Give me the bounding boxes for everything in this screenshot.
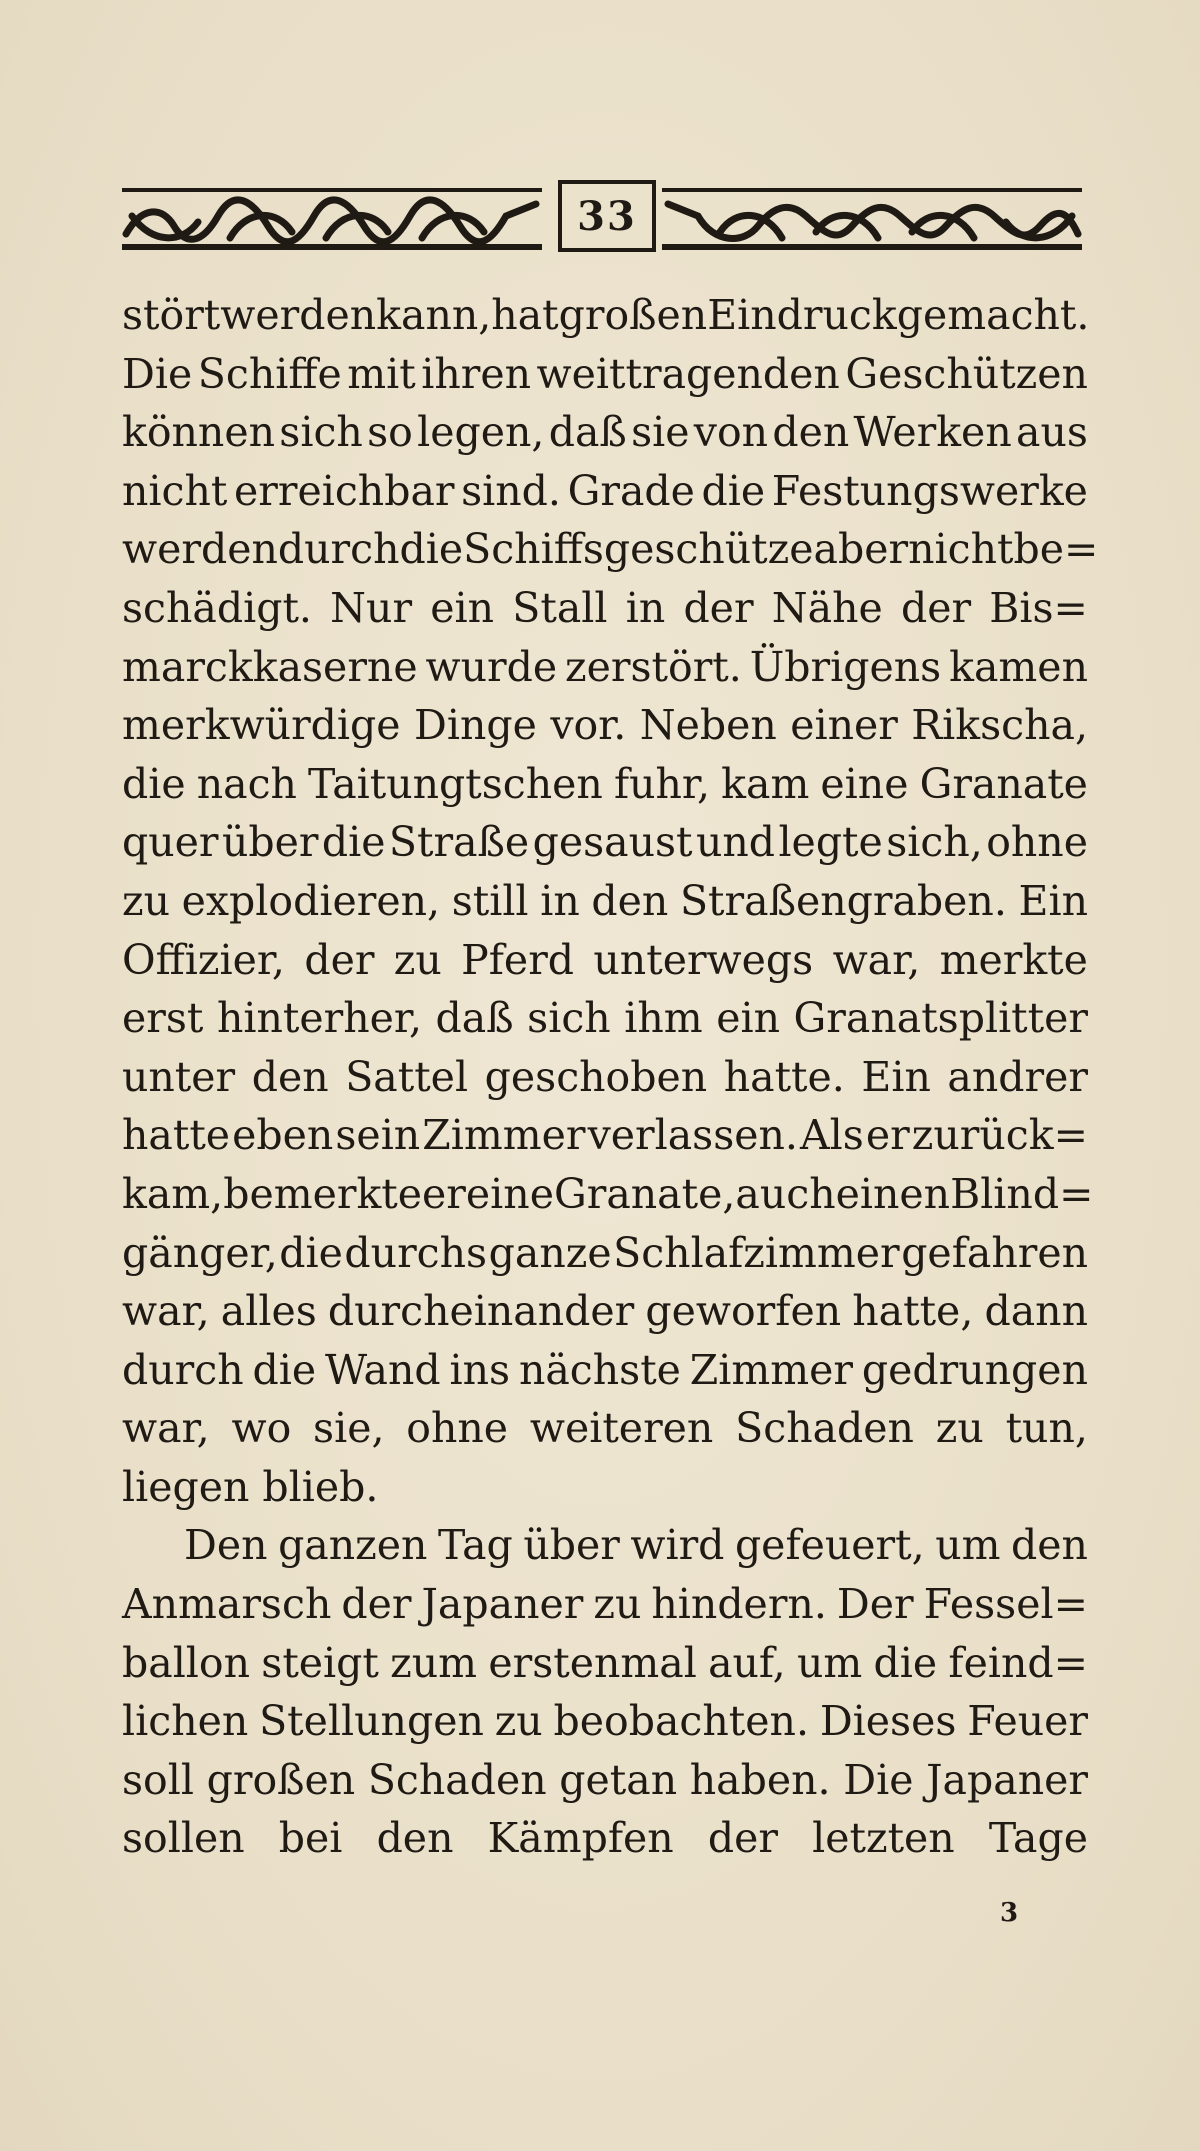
- text-line: ballon steigt zum erstenmal auf, um die feind=: [122, 1638, 1088, 1687]
- text-line: nicht erreichbar sind. Grade die Festungswerke: [122, 466, 1088, 515]
- text-line: soll großen Schaden getan haben. Die Japaner: [122, 1755, 1088, 1804]
- text-line: schädigt. Nur ein Stall in der Nähe der Bis=: [122, 583, 1088, 632]
- text-line: stört werden kann, hat großen Eindruck gemacht.: [122, 291, 1090, 339]
- text-line: können sich so legen, daß sie von den Werken aus: [122, 408, 1088, 457]
- text-line: liegen blieb.: [122, 1462, 379, 1511]
- text-line: die nach Taitungtschen fuhr, kam eine Granate: [122, 759, 1088, 808]
- text-line: Anmarsch der Japaner zu hindern. Der Fessel=: [122, 1580, 1088, 1629]
- text-line: war, wo sie, ohne weiteren Schaden zu tun,: [122, 1404, 1088, 1453]
- text-line: Offizier, der zu Pferd unterwegs war, merkte: [122, 935, 1088, 984]
- text-line: marckkaserne wurde zerstört. Übrigens kamen: [122, 642, 1088, 691]
- body-text: [122, 286, 1099, 1868]
- text-line: werden durch die Schiffsgeschütze aber nicht be=: [122, 525, 1099, 574]
- text-line: merkwürdige Dinge vor. Neben einer Rikscha,: [122, 701, 1088, 750]
- text-line: war, alles durcheinander geworfen hatte, dann: [122, 1287, 1088, 1336]
- decorative-ornament-left: [122, 186, 542, 252]
- text-line: gänger, die durchs ganze Schlafzimmer gefahren: [122, 1228, 1088, 1277]
- page-header: [122, 176, 1082, 262]
- text-line: unter den Sattel geschoben hatte. Ein andrer: [122, 1052, 1088, 1101]
- text-line: Die Schiffe mit ihren weittragenden Geschützen: [122, 349, 1088, 398]
- signature-mark: 3: [1000, 1898, 1019, 1928]
- paragraph: [122, 286, 1099, 1516]
- paragraph: [122, 1516, 1088, 1868]
- text-line: hatte eben sein Zimmer verlassen. Als er zurück=: [122, 1111, 1088, 1160]
- text-line: zu explodieren, still in den Straßengraben. Ein: [122, 876, 1088, 925]
- text-line: erst hinterher, daß sich ihm ein Granatsplitter: [122, 994, 1088, 1043]
- text-line: lichen Stellungen zu beobachten. Dieses Feuer: [122, 1697, 1088, 1746]
- text-line: kam, bemerkte er eine Granate, auch einen Blind=: [122, 1169, 1094, 1218]
- text-line: quer über die Straße gesaust und legte sich, ohne: [122, 818, 1088, 867]
- text-line: sollen bei den Kämpfen der letzten Tage: [122, 1814, 1088, 1863]
- text-line: Den ganzen Tag über wird gefeuert, um den: [184, 1521, 1088, 1570]
- text-line: durch die Wand ins nächste Zimmer gedrungen: [122, 1345, 1088, 1394]
- page-number: 33: [558, 180, 656, 252]
- decorative-ornament-right: [662, 186, 1082, 252]
